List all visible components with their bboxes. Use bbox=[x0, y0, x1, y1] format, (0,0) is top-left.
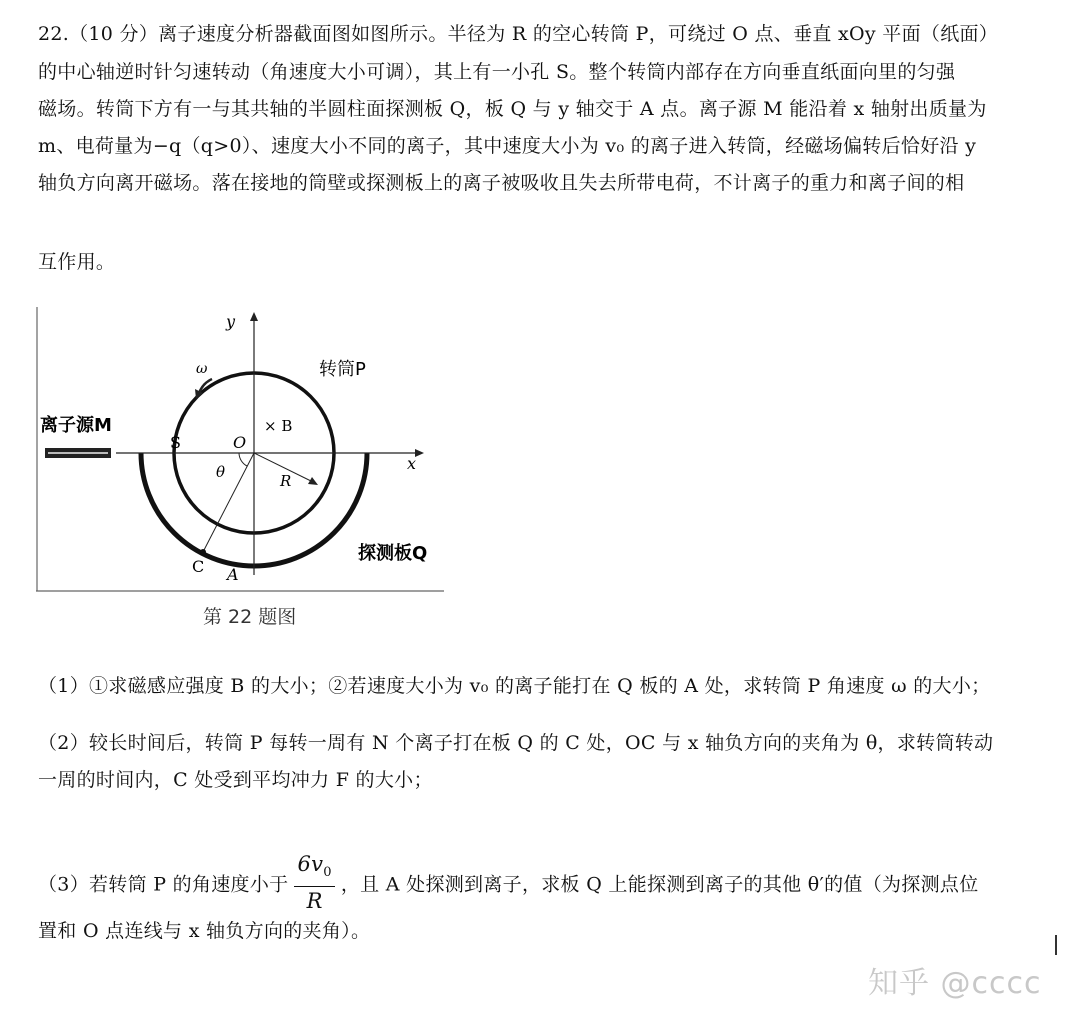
question-2-line-2: 一周的时间内，C 处受到平均冲力 F 的大小； bbox=[38, 769, 433, 791]
point-c-dot bbox=[200, 549, 206, 555]
label-drum-p: 转筒P bbox=[319, 359, 366, 380]
label-r: R bbox=[280, 472, 292, 490]
label-c: C bbox=[192, 557, 205, 576]
problem-line-1: 22.（10 分）离子速度分析器截面图如图所示。半径为 R 的空心转筒 P，可绕过 O 点、垂直 xOy 平面（纸面） bbox=[38, 23, 999, 45]
theta-arc bbox=[239, 453, 247, 466]
ion-source-bar-inner bbox=[48, 452, 108, 454]
label-theta: θ bbox=[216, 463, 226, 481]
problem-line-3: 磁场。转筒下方有一与其共轴的半圆柱面探测板 Q，板 Q 与 y 轴交于 A 点。离子源 M 能沿着 x 轴射出质量为 bbox=[38, 98, 987, 120]
question-1: （1）①求磁感应强度 B 的大小；②若速度大小为 v₀ 的离子能打在 Q 板的 A 处，求转筒 P 角速度 ω 的大小； bbox=[38, 675, 991, 697]
radius-arrow bbox=[308, 477, 318, 485]
label-field-b: × B bbox=[264, 417, 293, 435]
oc-line bbox=[203, 453, 254, 552]
label-ion-source: 离子源M bbox=[40, 415, 112, 436]
label-a: A bbox=[227, 565, 239, 584]
problem-figure bbox=[36, 307, 444, 593]
problem-line-2: 的中心轴逆时针匀速转动（角速度大小可调），其上有一小孔 S。整个转筒内部存在方向垂直纸面向里的匀强 bbox=[38, 61, 956, 83]
question-3-before: （3）若转筒 P 的角速度小于 bbox=[38, 873, 289, 896]
label-omega: ω bbox=[196, 361, 208, 377]
problem-line-6: 互作用。 bbox=[38, 251, 116, 273]
text-cursor bbox=[1055, 935, 1060, 955]
question-2-line-1: （2）较长时间后，转筒 P 每转一周有 N 个离子打在板 Q 的 C 处，OC 与 x 轴负方向的夹角为 θ，求转筒转动 bbox=[38, 732, 994, 754]
label-o: O bbox=[233, 433, 247, 452]
question-3-line-2: 置和 O 点连线与 x 轴负方向的夹角）。 bbox=[38, 920, 371, 942]
figure-caption: 第 22 题图 bbox=[203, 606, 297, 628]
x-axis-arrow bbox=[415, 449, 424, 457]
y-axis-arrow bbox=[250, 312, 258, 321]
problem-line-5: 轴负方向离开磁场。落在接地的筒壁或探测板上的离子被吸收且失去所带电荷，不计离子的重力和离子间的相 bbox=[38, 172, 965, 194]
fraction-denominator: R bbox=[306, 889, 323, 914]
watermark: 知乎 @cccc bbox=[868, 966, 1042, 1001]
label-y: y bbox=[226, 312, 236, 331]
label-x: x bbox=[407, 454, 417, 473]
question-3-after: ，且 A 处探测到离子，求板 Q 上能探测到离子的其他 θ′的值（为探测点位 bbox=[340, 873, 979, 896]
omega-limit-fraction bbox=[294, 852, 334, 913]
question-3-line-1 bbox=[38, 852, 979, 916]
label-detector-q: 探测板Q bbox=[358, 543, 428, 564]
fraction-numerator: $6v_0$ bbox=[294, 852, 334, 887]
label-s: S bbox=[170, 433, 181, 452]
problem-line-4: m、电荷量为−q（q>0）、速度大小不同的离子，其中速度大小为 v₀ 的离子进入转筒，经磁场偏转后恰好沿 y bbox=[38, 135, 977, 157]
